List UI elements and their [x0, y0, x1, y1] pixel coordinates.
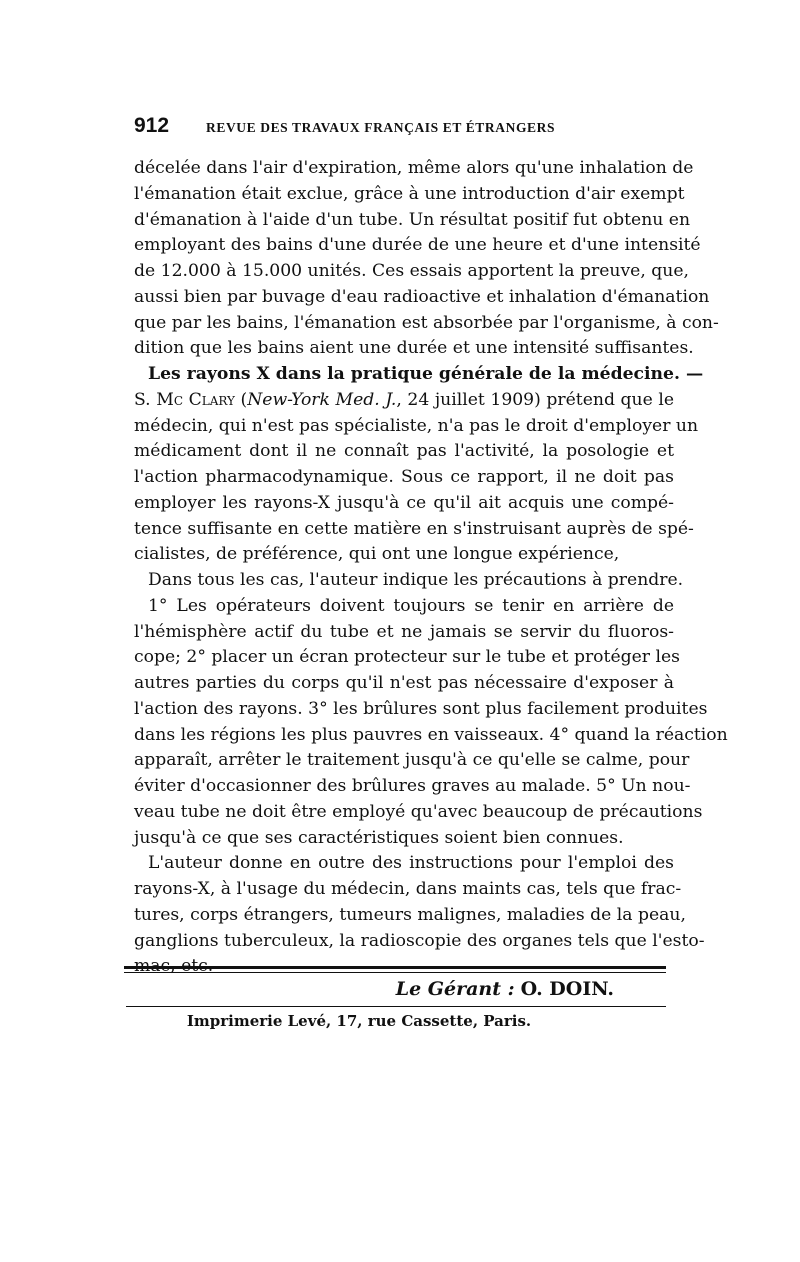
text-line: l'hémisphère actif du tube et ne jamais se servir du fluoros- — [134, 621, 674, 642]
text-line: apparaît, arrêter le traitement jusqu'à ce qu'elle se calme, pour — [134, 750, 690, 771]
text-line: L'auteur donne en outre des instructions pour l'emploi des — [148, 853, 674, 874]
text-line: autres parties du corps qu'il n'est pas nécessaire d'exposer à — [134, 673, 674, 693]
text-line: dition que les bains aient une durée et une intensité suffisantes. — [134, 338, 694, 359]
author-prefix: S. — [134, 389, 157, 410]
page-header — [134, 114, 676, 138]
gerant-label: Le Gérant : — [395, 978, 515, 1000]
running-head: REVUE DES TRAVAUX FRANÇAIS ET ÉTRANGERS — [206, 120, 556, 135]
text-line: médecin, qui n'est pas spécialiste, n'a pas le droit d'employer un — [134, 415, 699, 436]
text-line: de 12.000 à 15.000 unités. Ces essais apportent la preuve, que, — [134, 261, 689, 281]
gerant-name: O. DOIN. — [520, 978, 614, 1000]
page-number: 912 — [134, 114, 170, 137]
text-line: aussi bien par buvage d'eau radioactive et inhalation d'émanation — [134, 286, 710, 307]
citation-line — [134, 388, 674, 414]
text-line: cialistes, de préférence, qui ont une longue expérience, — [134, 544, 620, 565]
footer-rule — [124, 966, 666, 973]
text-line: employant des bains d'une durée de une heure et d'une intensité — [134, 235, 701, 256]
bottom-rule — [126, 1006, 666, 1007]
rule-thick — [124, 966, 666, 969]
text-line: l'action des rayons. 3° les brûlures sont plus facilement produites — [134, 698, 708, 719]
citation-rest: , 24 juillet 1909) prétend que le — [396, 389, 675, 410]
gerant-signature — [124, 978, 614, 1000]
text-line: jusqu'à ce que ses caractéristiques soient bien connues. — [134, 827, 624, 848]
text-line: l'action pharmacodynamique. Sous ce rapport, il ne doit pas — [134, 467, 674, 487]
text-line: médicament dont il ne connaît pas l'activité, la posologie et — [134, 441, 674, 462]
body-text — [134, 156, 728, 980]
text-line: d'émanation à l'aide d'un tube. Un résultat positif fut obtenu en — [134, 209, 691, 230]
text-line: veau tube ne doit être employé qu'avec beaucoup de précautions — [134, 801, 703, 822]
text-line: l'émanation était exclue, grâce à une introduction d'air exempt — [134, 183, 685, 204]
text-line: 1° Les opérateurs doivent toujours se tenir en arrière de — [148, 595, 674, 616]
rule-thin — [124, 972, 666, 973]
text-line: employer les rayons-X jusqu'à ce qu'il ait acquis une compé- — [134, 492, 674, 513]
journal-name: New-York Med. J. — [247, 389, 397, 410]
citation-open: ( — [234, 389, 248, 410]
text-line: éviter d'occasionner des brûlures graves au malade. 5° Un nou- — [134, 776, 691, 796]
printer-imprint: Imprimerie Levé, 17, rue Cassette, Paris. — [186, 1012, 532, 1030]
text-line: tence suffisante en cette matière en s'instruisant auprès de spé- — [134, 518, 694, 539]
text-line: que par les bains, l'émanation est absorbée par l'organisme, à con- — [134, 312, 719, 333]
paragraph-line: Dans tous les cas, l'auteur indique les précautions à prendre. — [148, 570, 684, 590]
text-line: rayons-X, à l'usage du médecin, dans maints cas, tels que frac- — [134, 879, 682, 899]
text-line: tures, corps étrangers, tumeurs malignes, maladies de la peau, — [134, 904, 686, 925]
text-line: ganglions tuberculeux, la radioscopie des organes tels que l'esto- — [134, 930, 705, 951]
text-line: décelée dans l'air d'expiration, même alors qu'une inhalation de — [134, 158, 694, 178]
author-name: Mc Clary — [156, 389, 235, 410]
text-line: cope; 2° placer un écran protecteur sur le tube et protéger les — [134, 647, 680, 668]
section-title: Les rayons X dans la pratique générale de la médecine. — — [148, 364, 704, 384]
text-line: dans les régions les plus pauvres en vaisseaux. 4° quand la réaction — [134, 724, 728, 745]
